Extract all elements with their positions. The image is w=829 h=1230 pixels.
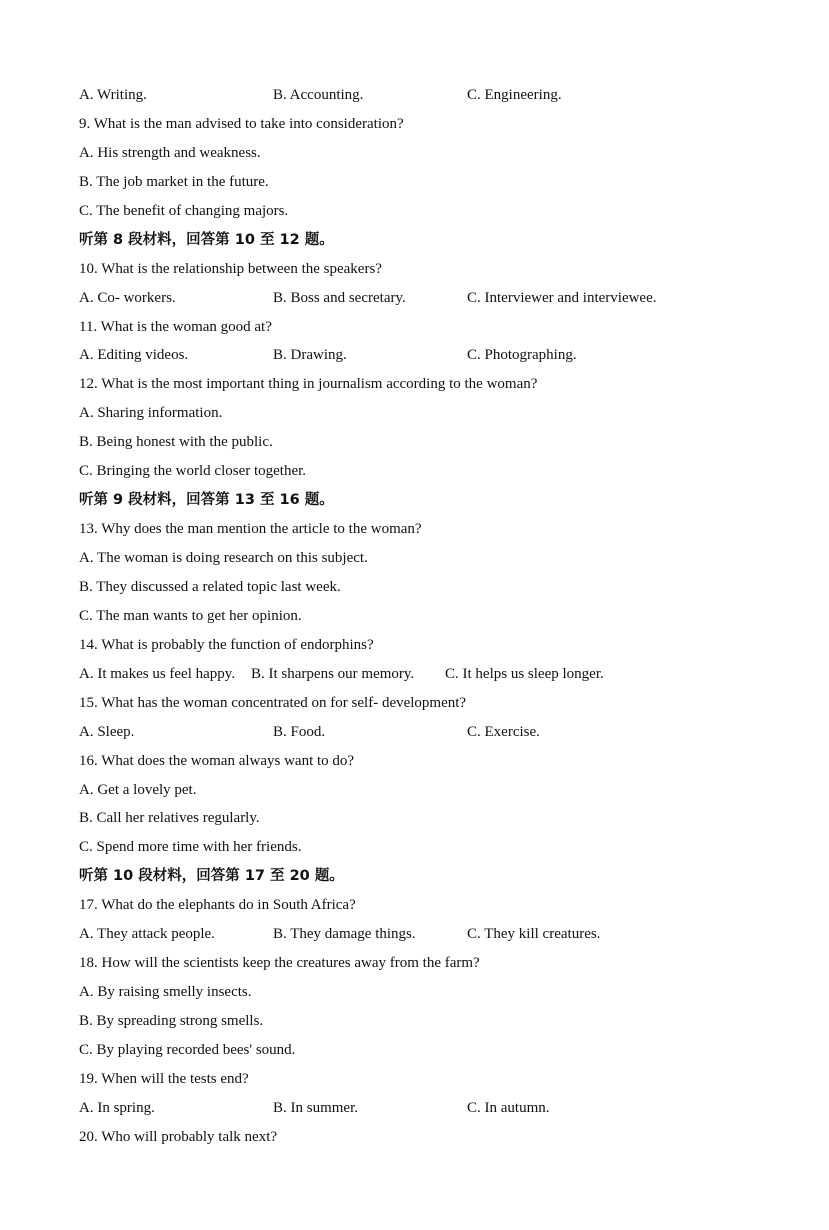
q15-option-b: B. Food.	[273, 723, 326, 740]
q14-option-b: B. It sharpens our memory.	[251, 665, 415, 682]
q19-option-b: B. In summer.	[273, 1099, 358, 1116]
q13-option-a: A. The woman is doing research on this subject.	[79, 550, 368, 566]
q19-options	[79, 1097, 779, 1126]
q8-option-a: A. Writing.	[79, 87, 147, 103]
q11-option-c: C. Photographing.	[467, 347, 577, 364]
q12-stem: 12. What is the most important thing in journalism according to the woman?	[79, 376, 538, 393]
q8-option-b: B. Accounting.	[273, 87, 364, 103]
q18-option-b: B. By spreading strong smells.	[79, 1013, 264, 1029]
q10-options	[79, 287, 779, 316]
q9-option-a: A. His strength and weakness.	[79, 144, 261, 161]
q10-option-b: B. Boss and secretary.	[273, 289, 406, 306]
q15-stem: 15. What has the woman concentrated on for self- development?	[79, 694, 467, 711]
q9-option-b: B. The job market in the future.	[79, 173, 269, 190]
q14-option-c: C. It helps us sleep longer.	[445, 665, 604, 682]
section-heading-9: 听第 9 段材料，回答第 13 至 16 题。	[79, 492, 334, 509]
q15-option-c: C. Exercise.	[467, 723, 540, 740]
q11-option-a: A. Editing videos.	[79, 347, 189, 364]
q13-stem: 13. Why does the man mention the article to the woman?	[79, 521, 422, 538]
section-heading-8: 听第 8 段材料，回答第 10 至 12 题。	[79, 231, 334, 248]
q9-stem: 9. What is the man advised to take into consideration?	[79, 115, 404, 132]
q11-stem: 11. What is the woman good at?	[79, 318, 272, 335]
q9-option-c: C. The benefit of changing majors.	[79, 202, 289, 219]
q19-option-a: A. In spring.	[79, 1099, 155, 1116]
q18-option-a: A. By raising smelly insects.	[79, 984, 252, 1001]
q8-option-c: C. Engineering.	[467, 87, 562, 103]
q19-option-c: C. In autumn.	[467, 1099, 550, 1116]
q15-options	[79, 721, 779, 750]
q11-option-b: B. Drawing.	[273, 347, 347, 364]
q14-stem: 14. What is probably the function of endorphins?	[79, 636, 374, 653]
q18-option-c: C. By playing recorded bees' sound.	[79, 1041, 296, 1058]
q16-option-a: A. Get a lovely pet.	[79, 781, 197, 798]
q14-options	[79, 663, 779, 692]
q15-option-a: A. Sleep.	[79, 723, 135, 740]
q10-option-a: A. Co- workers.	[79, 289, 176, 306]
page-content	[79, 84, 779, 1155]
q13-option-c: C. The man wants to get her opinion.	[79, 607, 302, 624]
q16-option-c: C. Spend more time with her friends.	[79, 839, 302, 856]
q17-stem: 17. What do the elephants do in South Africa?	[79, 897, 356, 914]
q17-option-b: B. They damage things.	[273, 926, 416, 943]
q13-option-b: B. They discussed a related topic last week.	[79, 578, 341, 595]
q17-option-a: A. They attack people.	[79, 926, 215, 943]
section-heading-10: 听第 10 段材料，回答第 17 至 20 题。	[79, 868, 344, 885]
q17-options	[79, 923, 779, 952]
q19-stem: 19. When will the tests end?	[79, 1070, 249, 1087]
q10-stem: 10. What is the relationship between the speakers?	[79, 260, 382, 277]
q16-stem: 16. What does the woman always want to do?	[79, 752, 355, 769]
q11-options	[79, 344, 779, 373]
q14-option-a: A. It makes us feel happy.	[79, 665, 236, 682]
q20-stem: 20. Who will probably talk next?	[79, 1128, 278, 1145]
q12-option-b: B. Being honest with the public.	[79, 434, 273, 451]
q8-options	[79, 84, 779, 113]
q16-option-b: B. Call her relatives regularly.	[79, 810, 260, 827]
q10-option-c: C. Interviewer and interviewee.	[467, 289, 657, 306]
q18-stem: 18. How will the scientists keep the creatures away from the farm?	[79, 955, 480, 972]
q12-option-a: A. Sharing information.	[79, 405, 223, 422]
q17-option-c: C. They kill creatures.	[467, 926, 601, 943]
q12-option-c: C. Bringing the world closer together.	[79, 463, 307, 480]
